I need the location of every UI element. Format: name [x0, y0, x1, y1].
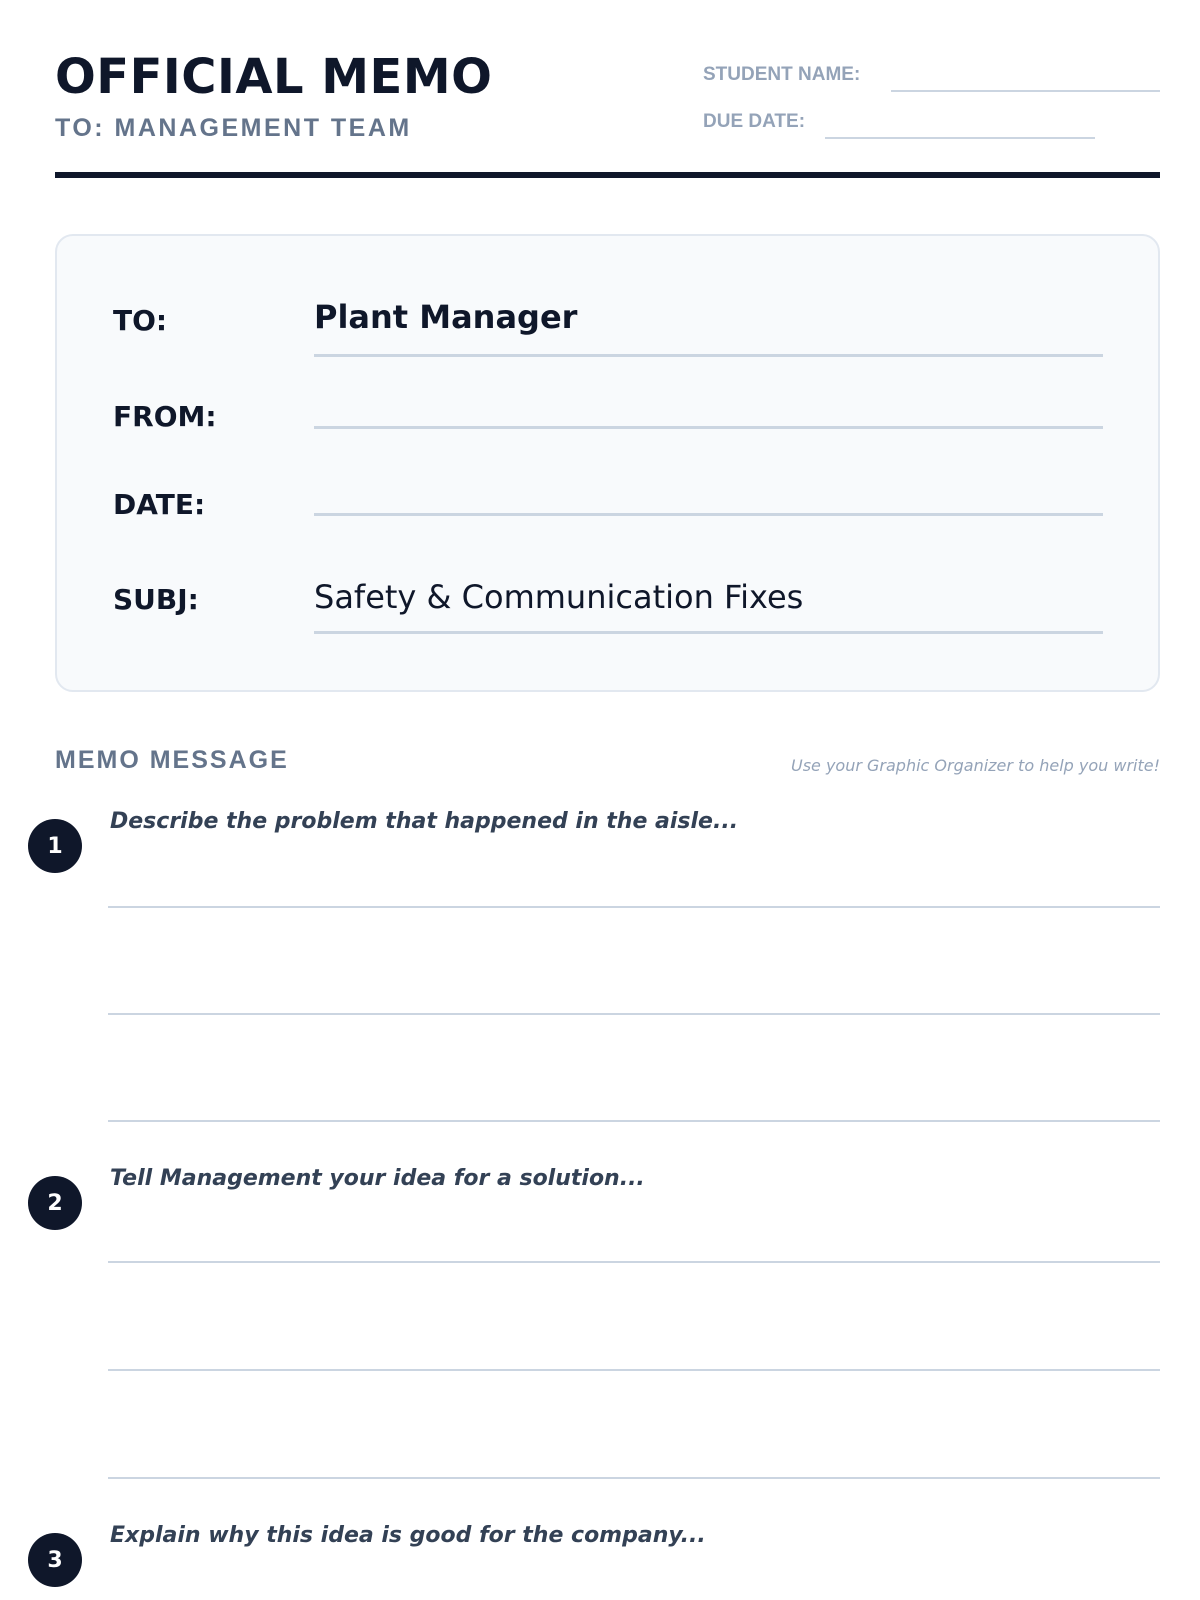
memo-fields-card [55, 234, 1160, 692]
to-field-line [314, 354, 1103, 357]
step-number-badge: 3 [28, 1533, 82, 1587]
subj-value[interactable]: Safety & Communication Fixes [314, 578, 804, 616]
writing-line[interactable] [108, 1120, 1160, 1122]
to-label: TO: [113, 304, 168, 337]
writing-line[interactable] [108, 1369, 1160, 1371]
step-number-badge: 2 [28, 1176, 82, 1230]
subj-field-line [314, 631, 1103, 634]
section-title: MEMO MESSAGE [55, 746, 289, 774]
step-prompt: Tell Management your idea for a solution... [110, 1166, 645, 1191]
hint-text: Use your Graphic Organizer to help you write! [790, 756, 1160, 775]
header-divider [55, 172, 1160, 178]
writing-line[interactable] [108, 1013, 1160, 1015]
to-value[interactable]: Plant Manager [314, 298, 578, 336]
date-field-line [314, 513, 1103, 516]
writing-line[interactable] [108, 1477, 1160, 1479]
page-subtitle: TO: MANAGEMENT TEAM [55, 114, 412, 142]
from-label: FROM: [113, 400, 217, 433]
from-field-line [314, 426, 1103, 429]
step-prompt: Explain why this idea is good for the company... [110, 1523, 706, 1548]
due-date-label: DUE DATE: [703, 111, 806, 132]
step-prompt: Describe the problem that happened in the aisle... [110, 809, 739, 834]
step-number-badge: 1 [28, 819, 82, 873]
date-label: DATE: [113, 488, 206, 521]
page-title: OFFICIAL MEMO [55, 49, 493, 105]
student-name-field[interactable] [891, 90, 1160, 92]
due-date-field[interactable] [825, 137, 1095, 139]
writing-line[interactable] [108, 906, 1160, 908]
subj-label: SUBJ: [113, 583, 199, 616]
student-name-label: STUDENT NAME: [703, 64, 861, 85]
writing-line[interactable] [108, 1261, 1160, 1263]
